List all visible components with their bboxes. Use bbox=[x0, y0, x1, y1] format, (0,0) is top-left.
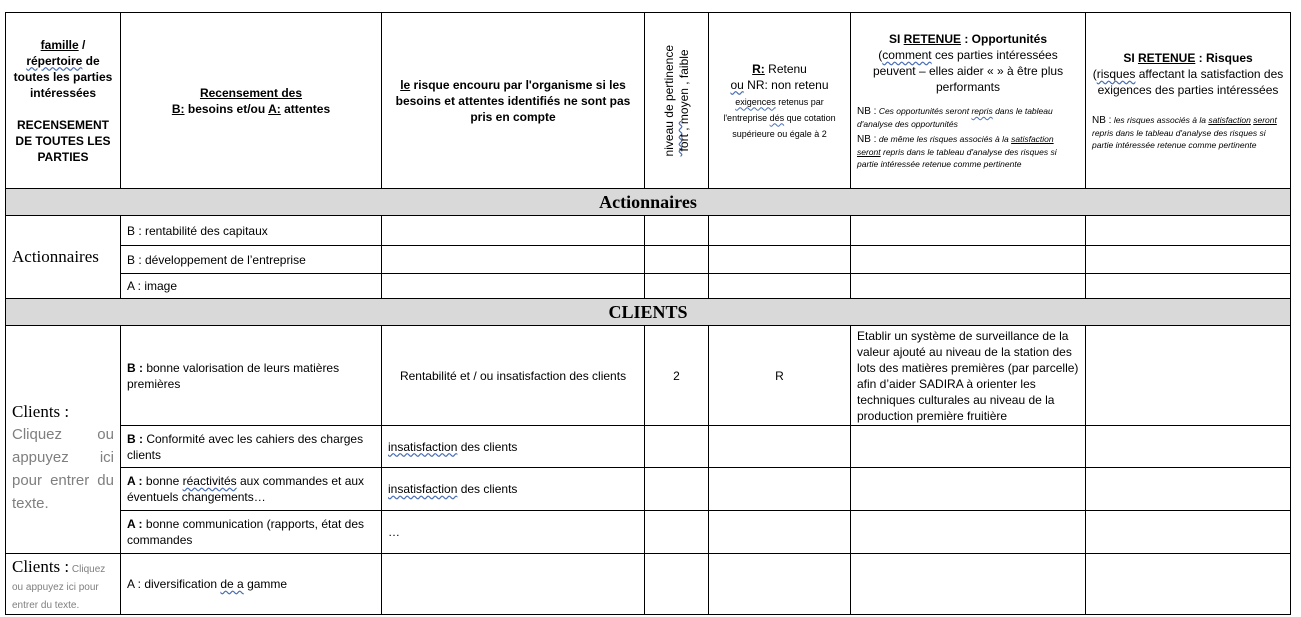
header-famille-word: famille bbox=[40, 37, 79, 52]
besoin-cell[interactable]: B : Conformité avec les cahiers des charges clients bbox=[121, 426, 382, 468]
header-col-famille: famille / répertoire de toutes les parties intéressées RECENSEMENT DE TOUTES LES PARTIES bbox=[6, 13, 121, 189]
header-col-risques: SI RETENUE : Risques (risques affectant la satisfaction des exigences des parties intéressées NB : les risques associés à la satisfaction seront repris dans le tableau d'analyse des risques si partie intéressée retenue comme pertinente bbox=[1086, 13, 1291, 189]
section-header-actionnaires: Actionnaires bbox=[6, 189, 1291, 216]
table-row bbox=[6, 246, 1291, 274]
level-cell[interactable]: 2 bbox=[645, 326, 709, 426]
header-row bbox=[6, 13, 1291, 189]
retenu-cell[interactable]: R bbox=[709, 326, 851, 426]
clients2-label: Clients : bbox=[12, 557, 70, 576]
clients-label: Clients : bbox=[12, 401, 70, 421]
clients2-label-cell: Clients : Cliquez ou appuyez ici pour entrer du texte. bbox=[6, 554, 121, 615]
clients-label-cell bbox=[6, 326, 121, 554]
table-row bbox=[6, 216, 1291, 246]
besoin-cell[interactable]: B : rentabilité des capitaux bbox=[121, 216, 382, 246]
header-risques-note: NB : les risques associés à la satisfaction seront repris dans le tableau d'analyse des risques si partie intéressée retenue comme pertinente bbox=[1092, 115, 1277, 150]
besoin-cell[interactable]: A : image bbox=[121, 274, 382, 299]
header-opportunites-note-1: NB : Ces opportunités seront repris dans le tableau d'analyse des opportunités bbox=[857, 106, 1053, 129]
table-row bbox=[6, 274, 1291, 299]
header-col-risque: le risque encouru par l'organisme si les besoins et attentes identifiés ne sont pas pris en compte bbox=[382, 13, 645, 189]
risk-cell[interactable]: Rentabilité et / ou insatisfaction des clients bbox=[382, 326, 645, 426]
opportunity-cell[interactable]: Etablir un système de surveillance de la valeur ajouté au niveau de la station des lots des matières premières (par parcelle) afin d’aider SADIRA à orienter les techniques culturales au niveau de la production première fruitière bbox=[851, 326, 1086, 426]
header-col-retenu: R: Retenu ou NR: non retenu exigences retenus par l'entreprise dés que cotation supérieure ou égale à 2 bbox=[709, 13, 851, 189]
table-row bbox=[6, 468, 1291, 511]
clients-placeholder[interactable]: Cliquez ou appuyez ici pour entrer du texte. bbox=[12, 425, 114, 512]
section-header-clients: CLIENTS bbox=[6, 299, 1291, 326]
besoin-cell[interactable]: B : développement de l’entreprise bbox=[121, 246, 382, 274]
table-row bbox=[6, 554, 1291, 615]
header-recensement: RECENSEMENT DE TOUTES LES PARTIES bbox=[15, 117, 111, 164]
stakeholder-table bbox=[5, 0, 1291, 615]
header-col-niveau bbox=[645, 13, 709, 189]
stakeholder-table-sheet bbox=[5, 0, 1290, 617]
header-col-opportunites: SI RETENUE : Opportunités (comment ces parties intéressées peuvent – elles aider « » à être plus performants NB : Ces opportunités seront repris dans le tableau d'analyse des opportunités NB : de même les risques associés à la satisfaction seront repris dans le tableau d'analyse des risques si partie intéressée retenue comme pertinente bbox=[851, 13, 1086, 189]
actionnaires-label: Actionnaires bbox=[6, 216, 121, 299]
header-repertoire-word: répertoire bbox=[26, 53, 83, 68]
risk-cell[interactable]: … bbox=[382, 511, 645, 554]
besoin-cell[interactable]: A : bonne réactivités aux commandes et aux éventuels changements… bbox=[121, 468, 382, 511]
header-col-besoins: Recensement des B: besoins et/ou A: attentes bbox=[121, 13, 382, 189]
besoin-cell[interactable]: A : diversification de a gamme bbox=[121, 554, 382, 615]
risk-cell[interactable]: insatisfaction des clients bbox=[382, 468, 645, 511]
besoin-cell[interactable]: A : bonne communication (rapports, état des commandes bbox=[121, 511, 382, 554]
header-opportunites-note-2: NB : de même les risques associés à la satisfaction seront repris dans le tableau d'analyse des risques si partie intéressée retenue comme pertinente bbox=[857, 134, 1057, 169]
top-strip bbox=[6, 0, 1291, 13]
table-row bbox=[6, 511, 1291, 554]
besoin-cell[interactable]: B : bonne valorisation de leurs matières premières bbox=[121, 326, 382, 426]
table-row bbox=[6, 326, 1291, 426]
table-row bbox=[6, 426, 1291, 468]
risk-cell[interactable]: insatisfaction des clients bbox=[382, 426, 645, 468]
clients2-placeholder[interactable]: ou appuyez ici pour entrer du texte. bbox=[12, 582, 99, 611]
header-niveau-vertical: niveau de pertinence fort , moyen , faible bbox=[661, 44, 691, 157]
